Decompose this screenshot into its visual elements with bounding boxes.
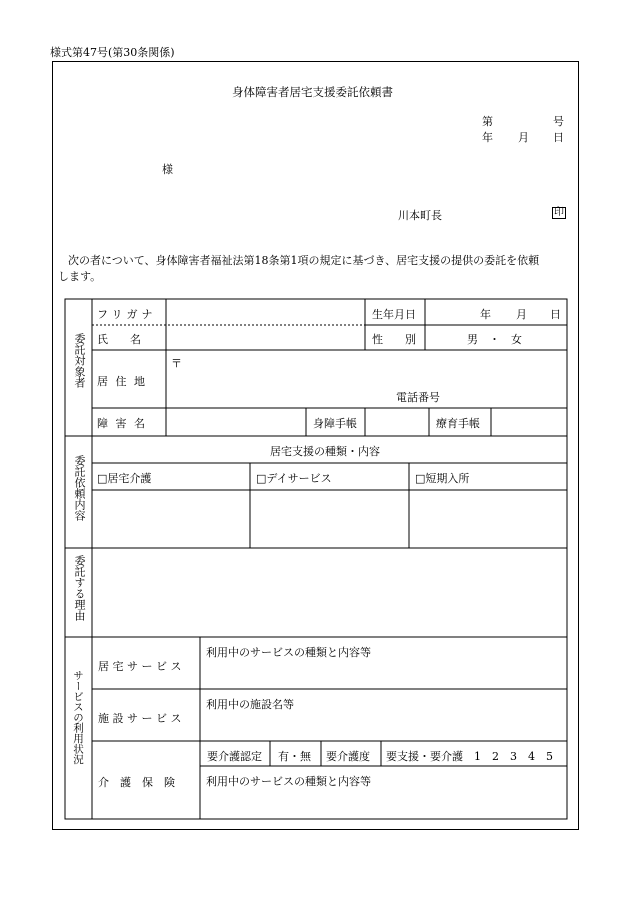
doc-no-prefix: 第 xyxy=(482,115,493,128)
date-year: 年 xyxy=(482,131,493,144)
rehab-book-label: 療育手帳 xyxy=(436,417,480,430)
request-option-short-stay[interactable]: □短期入所 xyxy=(415,472,470,485)
section-subject-label: 委託対象者 xyxy=(73,333,86,388)
addressee-honorific: 様 xyxy=(162,163,173,176)
form-number: 様式第47号(第30条関係) xyxy=(50,46,175,59)
birthdate-label: 生年月日 xyxy=(372,308,416,321)
gender-label: 性 別 xyxy=(372,333,416,346)
care-insurance-label: 介 護 保 険 xyxy=(98,776,175,789)
furigana-label: フリガナ xyxy=(97,308,157,321)
home-service-note: 利用中のサービスの種類と内容等 xyxy=(206,646,371,659)
birth-year: 年 xyxy=(480,308,491,321)
body-text-line1: 次の者について、身体障害者福祉法第18条第1項の規定に基づき、居宅支援の提供の委託を依頼 xyxy=(68,254,540,267)
care-note: 利用中のサービスの種類と内容等 xyxy=(206,775,371,788)
section-reason-label: 委託する理由 xyxy=(73,555,86,621)
home-service-label: 居 宅 サ ー ビ ス xyxy=(98,660,182,673)
form-title: 身体障害者居宅支援委託依頼書 xyxy=(232,85,393,99)
section-request-label: 委託依頼内容 xyxy=(73,455,86,521)
disability-label: 障 害 名 xyxy=(97,417,147,430)
facility-service-label: 施 設 サ ー ビ ス xyxy=(98,712,182,725)
request-option-day-service[interactable]: □デイサービス xyxy=(256,472,332,485)
care-cert-label: 要介護認定 xyxy=(207,750,262,763)
section-usage-label: サービスの利用状況 xyxy=(72,670,84,765)
birth-month: 月 xyxy=(516,308,527,321)
name-label: 氏 名 xyxy=(97,333,141,346)
disability-book-label: 身障手帳 xyxy=(313,417,357,430)
gender-options: 男 ・ 女 xyxy=(467,333,522,346)
sender: 川本町長 xyxy=(398,209,442,222)
care-level-label: 要介護度 xyxy=(326,750,370,763)
seal-mark: 印 xyxy=(554,207,564,218)
postal-mark: 〒 xyxy=(171,357,182,370)
request-option-home-care[interactable]: □居宅介護 xyxy=(97,472,152,485)
address-label: 居 住 地 xyxy=(97,375,147,388)
date-day: 日 xyxy=(553,131,564,144)
doc-no-suffix: 号 xyxy=(553,115,564,128)
date-month: 月 xyxy=(518,131,529,144)
birth-day: 日 xyxy=(550,308,561,321)
body-text-line2: します。 xyxy=(58,270,102,283)
facility-service-note: 利用中の施設名等 xyxy=(206,698,294,711)
care-level-options: 要支援・要介護 1 2 3 4 5 xyxy=(386,750,553,763)
care-cert-value: 有・無 xyxy=(278,750,311,763)
request-header: 居宅支援の種類・内容 xyxy=(270,445,380,458)
phone-label: 電話番号 xyxy=(396,391,440,404)
